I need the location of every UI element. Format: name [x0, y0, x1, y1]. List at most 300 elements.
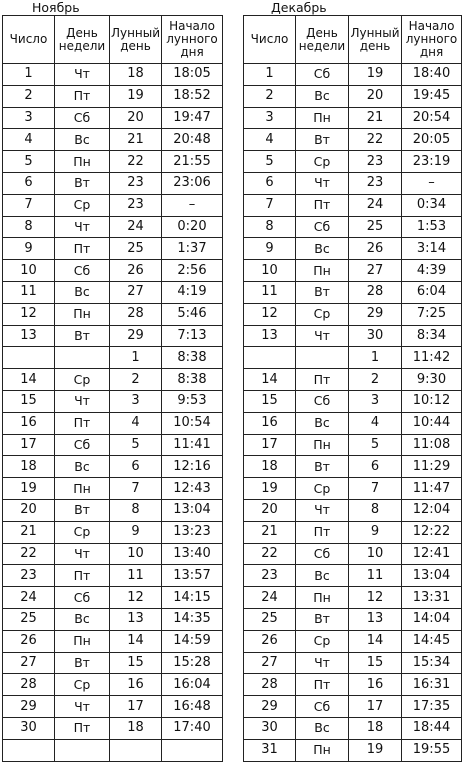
date-cell: 14	[3, 369, 55, 391]
date-cell: 8	[3, 216, 55, 238]
lunar-day-start-cell: 8:38	[162, 347, 223, 369]
weekday-cell: Ср	[55, 521, 110, 543]
date-cell: 5	[3, 151, 55, 173]
table-row	[3, 434, 223, 456]
weekday-cell: Пн	[55, 303, 110, 325]
lunar-day-start-cell: 19:45	[402, 85, 462, 107]
lunar-day-start-cell: 19:47	[162, 107, 223, 129]
lunar-day-start-cell: 13:57	[162, 565, 223, 587]
weekday-cell: Ср	[55, 674, 110, 696]
date-cell: 28	[3, 674, 55, 696]
table-row	[244, 587, 462, 609]
lunar-day-cell: 19	[349, 64, 402, 86]
date-cell: 10	[3, 260, 55, 282]
lunar-day-start-cell: 16:48	[162, 696, 223, 718]
weekday-cell: Вт	[55, 325, 110, 347]
date-cell: 4	[3, 129, 55, 151]
lunar-day-start-cell: 10:12	[402, 390, 462, 412]
weekday-cell: Ср	[296, 303, 349, 325]
date-cell	[3, 739, 55, 761]
table-row	[244, 499, 462, 521]
table-row	[244, 390, 462, 412]
lunar-day-start-cell: 15:28	[162, 652, 223, 674]
table-row	[244, 369, 462, 391]
weekday-cell: Вс	[55, 608, 110, 630]
date-cell: 12	[244, 303, 296, 325]
lunar-day-cell: 1	[349, 347, 402, 369]
weekday-cell: Ср	[55, 369, 110, 391]
lunar-day-cell: 29	[349, 303, 402, 325]
lunar-day-cell: 22	[110, 151, 162, 173]
table-row	[244, 434, 462, 456]
weekday-cell: Сб	[296, 216, 349, 238]
date-cell	[244, 347, 296, 369]
table-row	[244, 543, 462, 565]
lunar-day-cell: 17	[110, 696, 162, 718]
table-row	[3, 652, 223, 674]
lunar-day-cell: 14	[349, 630, 402, 652]
date-cell: 16	[3, 412, 55, 434]
date-cell: 29	[3, 696, 55, 718]
date-cell: 28	[244, 674, 296, 696]
table-row	[244, 216, 462, 238]
date-cell: 1	[3, 64, 55, 86]
weekday-cell: Вс	[55, 281, 110, 303]
weekday-cell: Пн	[55, 478, 110, 500]
lunar-day-start-cell: 9:30	[402, 369, 462, 391]
lunar-day-start-cell: 7:13	[162, 325, 223, 347]
weekday-cell: Вс	[55, 456, 110, 478]
table-row	[244, 456, 462, 478]
table-row	[244, 739, 462, 761]
lunar-day-start-cell: 8:34	[402, 325, 462, 347]
weekday-cell: Пт	[55, 85, 110, 107]
date-cell: 16	[244, 412, 296, 434]
lunar-day-cell: 8	[349, 499, 402, 521]
table-row	[3, 521, 223, 543]
header-lunar-day-start: Начало лунного дня	[162, 16, 223, 64]
lunar-day-cell: 9	[110, 521, 162, 543]
lunar-day-cell: 18	[349, 717, 402, 739]
lunar-day-cell: 24	[349, 194, 402, 216]
lunar-day-cell: 10	[110, 543, 162, 565]
table-row	[3, 281, 223, 303]
table-row	[3, 325, 223, 347]
lunar-day-start-cell: 23:19	[402, 151, 462, 173]
table-row	[244, 129, 462, 151]
weekday-cell: Чт	[55, 216, 110, 238]
lunar-day-start-cell: 18:52	[162, 85, 223, 107]
lunar-day-start-cell: 13:04	[402, 565, 462, 587]
table-row	[244, 347, 462, 369]
date-cell: 29	[244, 696, 296, 718]
table-row	[3, 565, 223, 587]
date-cell: 15	[244, 390, 296, 412]
table-row	[244, 717, 462, 739]
lunar-day-cell: 12	[349, 587, 402, 609]
weekday-cell: Сб	[296, 64, 349, 86]
lunar-day-cell: 23	[110, 172, 162, 194]
weekday-cell: Вт	[296, 281, 349, 303]
lunar-day-start-cell: 14:45	[402, 630, 462, 652]
table-row	[244, 194, 462, 216]
date-cell: 18	[3, 456, 55, 478]
header-date: Число	[3, 16, 55, 64]
lunar-day-cell: 8	[110, 499, 162, 521]
weekday-cell: Чт	[296, 325, 349, 347]
lunar-day-cell: 23	[349, 151, 402, 173]
lunar-day-start-cell: 16:04	[162, 674, 223, 696]
weekday-cell: Пн	[296, 434, 349, 456]
lunar-day-start-cell: 12:04	[402, 499, 462, 521]
table-row	[3, 739, 223, 761]
weekday-cell	[55, 347, 110, 369]
lunar-day-start-cell: 20:48	[162, 129, 223, 151]
lunar-day-start-cell: 6:04	[402, 281, 462, 303]
table-row	[3, 172, 223, 194]
lunar-day-cell: 6	[349, 456, 402, 478]
month-title-december: Декабрь	[271, 0, 327, 15]
lunar-day-cell: 18	[110, 717, 162, 739]
weekday-cell: Ср	[296, 478, 349, 500]
table-row	[3, 107, 223, 129]
date-cell: 11	[244, 281, 296, 303]
lunar-day-start-cell: 16:31	[402, 674, 462, 696]
date-cell: 23	[3, 565, 55, 587]
date-cell: 24	[244, 587, 296, 609]
date-cell: 30	[3, 717, 55, 739]
date-cell: 27	[244, 652, 296, 674]
table-row	[244, 696, 462, 718]
lunar-day-cell: 2	[110, 369, 162, 391]
lunar-day-cell: 25	[349, 216, 402, 238]
weekday-cell: Чт	[55, 543, 110, 565]
date-cell: 19	[3, 478, 55, 500]
lunar-day-cell: 5	[349, 434, 402, 456]
table-row	[244, 325, 462, 347]
lunar-day-cell: 7	[349, 478, 402, 500]
lunar-day-cell: 21	[110, 129, 162, 151]
weekday-cell: Сб	[296, 390, 349, 412]
table-row	[244, 521, 462, 543]
weekday-cell: Вс	[296, 412, 349, 434]
date-cell: 25	[244, 608, 296, 630]
lunar-day-start-cell: 20:54	[402, 107, 462, 129]
date-cell: 23	[244, 565, 296, 587]
lunar-day-start-cell: 14:59	[162, 630, 223, 652]
table-row	[3, 194, 223, 216]
lunar-day-start-cell: 0:20	[162, 216, 223, 238]
table-row	[3, 587, 223, 609]
lunar-day-cell: 15	[110, 652, 162, 674]
table-row	[244, 238, 462, 260]
table-row	[3, 456, 223, 478]
lunar-day-start-cell: 11:47	[402, 478, 462, 500]
lunar-day-start-cell	[162, 739, 223, 761]
lunar-day-cell: 20	[110, 107, 162, 129]
table-row	[3, 412, 223, 434]
lunar-day-cell: 28	[349, 281, 402, 303]
lunar-day-cell: 7	[110, 478, 162, 500]
table-row	[3, 129, 223, 151]
lunar-day-cell: 4	[349, 412, 402, 434]
weekday-cell: Пт	[296, 194, 349, 216]
table-row	[3, 151, 223, 173]
lunar-day-start-cell: 23:06	[162, 172, 223, 194]
table-row	[3, 543, 223, 565]
date-cell: 6	[3, 172, 55, 194]
table-row	[3, 696, 223, 718]
lunar-day-start-cell: 19:55	[402, 739, 462, 761]
header-date: Число	[244, 16, 296, 64]
header-lunar-day: Лунный день	[110, 16, 162, 64]
weekday-cell: Пн	[55, 151, 110, 173]
table-row	[244, 608, 462, 630]
lunar-day-cell: 13	[110, 608, 162, 630]
weekday-cell	[296, 347, 349, 369]
lunar-day-cell	[110, 739, 162, 761]
lunar-day-cell: 19	[110, 85, 162, 107]
date-cell: 5	[244, 151, 296, 173]
weekday-cell: Пн	[55, 630, 110, 652]
lunar-day-start-cell: –	[162, 194, 223, 216]
weekday-cell: Сб	[55, 587, 110, 609]
weekday-cell: Вт	[55, 652, 110, 674]
table-row	[244, 260, 462, 282]
date-cell: 7	[244, 194, 296, 216]
date-cell: 20	[244, 499, 296, 521]
lunar-day-start-cell: 1:37	[162, 238, 223, 260]
header-lunar-day-start: Начало лунного дня	[402, 16, 462, 64]
table-row	[244, 107, 462, 129]
lunar-day-cell: 23	[110, 194, 162, 216]
date-cell: 3	[3, 107, 55, 129]
table-row	[244, 172, 462, 194]
weekday-cell: Вс	[296, 565, 349, 587]
lunar-day-cell: 20	[349, 85, 402, 107]
date-cell: 17	[3, 434, 55, 456]
date-cell: 14	[244, 369, 296, 391]
lunar-day-start-cell: 5:46	[162, 303, 223, 325]
december-table	[243, 15, 462, 762]
lunar-day-start-cell: 12:43	[162, 478, 223, 500]
lunar-day-start-cell: 15:34	[402, 652, 462, 674]
weekday-cell: Чт	[296, 652, 349, 674]
date-cell: 9	[3, 238, 55, 260]
table-row	[3, 478, 223, 500]
weekday-cell: Чт	[55, 390, 110, 412]
november-table-body	[3, 64, 223, 762]
lunar-day-cell: 12	[110, 587, 162, 609]
weekday-cell: Вс	[296, 238, 349, 260]
lunar-day-start-cell: 14:15	[162, 587, 223, 609]
lunar-day-cell: 22	[349, 129, 402, 151]
lunar-day-start-cell: 10:54	[162, 412, 223, 434]
header-weekday: День недели	[296, 16, 349, 64]
month-title-november: Ноябрь	[32, 0, 80, 15]
lunar-day-cell: 28	[110, 303, 162, 325]
table-row	[3, 608, 223, 630]
weekday-cell: Вт	[55, 172, 110, 194]
lunar-day-cell: 11	[110, 565, 162, 587]
lunar-day-cell: 6	[110, 456, 162, 478]
lunar-day-start-cell: 12:16	[162, 456, 223, 478]
date-cell	[3, 347, 55, 369]
lunar-day-start-cell: 12:22	[402, 521, 462, 543]
table-row	[3, 347, 223, 369]
date-cell: 19	[244, 478, 296, 500]
lunar-day-start-cell: 11:08	[402, 434, 462, 456]
lunar-day-start-cell: 10:44	[402, 412, 462, 434]
weekday-cell: Пт	[55, 238, 110, 260]
lunar-day-cell: 14	[110, 630, 162, 652]
table-row	[244, 674, 462, 696]
date-cell: 25	[3, 608, 55, 630]
weekday-cell: Ср	[296, 151, 349, 173]
table-row	[3, 260, 223, 282]
table-row	[3, 499, 223, 521]
weekday-cell: Пт	[296, 521, 349, 543]
weekday-cell: Пн	[296, 587, 349, 609]
lunar-day-start-cell: 13:40	[162, 543, 223, 565]
lunar-day-cell: 3	[110, 390, 162, 412]
december-table-body	[244, 64, 462, 762]
date-cell: 22	[244, 543, 296, 565]
weekday-cell: Чт	[55, 64, 110, 86]
weekday-cell: Вт	[296, 129, 349, 151]
weekday-cell: Вс	[55, 129, 110, 151]
lunar-day-start-cell: 18:40	[402, 64, 462, 86]
lunar-day-cell: 16	[110, 674, 162, 696]
table-row	[3, 674, 223, 696]
lunar-day-cell: 27	[349, 260, 402, 282]
header-row	[3, 16, 223, 64]
date-cell: 31	[244, 739, 296, 761]
lunar-day-start-cell: 18:44	[402, 717, 462, 739]
lunar-day-start-cell: 4:19	[162, 281, 223, 303]
date-cell: 11	[3, 281, 55, 303]
weekday-cell: Сб	[296, 696, 349, 718]
table-row	[244, 478, 462, 500]
lunar-day-start-cell: 4:39	[402, 260, 462, 282]
lunar-day-cell: 26	[349, 238, 402, 260]
table-row	[244, 630, 462, 652]
lunar-day-start-cell: 0:34	[402, 194, 462, 216]
lunar-day-start-cell: 3:14	[402, 238, 462, 260]
lunar-day-start-cell: 21:55	[162, 151, 223, 173]
lunar-day-cell: 4	[110, 412, 162, 434]
lunar-day-cell: 9	[349, 521, 402, 543]
lunar-day-start-cell: 2:56	[162, 260, 223, 282]
lunar-day-cell: 23	[349, 172, 402, 194]
lunar-day-cell: 26	[110, 260, 162, 282]
lunar-day-start-cell: 1:53	[402, 216, 462, 238]
lunar-day-start-cell: 9:53	[162, 390, 223, 412]
date-cell: 13	[3, 325, 55, 347]
lunar-day-cell: 3	[349, 390, 402, 412]
lunar-day-start-cell: 13:31	[402, 587, 462, 609]
weekday-cell: Пт	[55, 565, 110, 587]
lunar-day-cell: 19	[349, 739, 402, 761]
lunar-day-cell: 10	[349, 543, 402, 565]
weekday-cell: Пт	[55, 412, 110, 434]
date-cell: 9	[244, 238, 296, 260]
table-row	[3, 85, 223, 107]
lunar-day-start-cell: 13:23	[162, 521, 223, 543]
weekday-cell: Пт	[296, 369, 349, 391]
lunar-day-start-cell: 12:41	[402, 543, 462, 565]
table-row	[244, 412, 462, 434]
lunar-day-cell: 13	[349, 608, 402, 630]
lunar-day-cell: 1	[110, 347, 162, 369]
lunar-day-cell: 24	[110, 216, 162, 238]
date-cell: 3	[244, 107, 296, 129]
table-row	[244, 565, 462, 587]
date-cell: 27	[3, 652, 55, 674]
lunar-day-cell: 5	[110, 434, 162, 456]
lunar-day-cell: 27	[110, 281, 162, 303]
lunar-day-start-cell: 11:29	[402, 456, 462, 478]
date-cell: 2	[244, 85, 296, 107]
header-lunar-day: Лунный день	[349, 16, 402, 64]
header-row	[244, 16, 462, 64]
weekday-cell: Ср	[296, 630, 349, 652]
date-cell: 21	[3, 521, 55, 543]
date-cell: 2	[3, 85, 55, 107]
date-cell: 17	[244, 434, 296, 456]
lunar-day-start-cell: 14:04	[402, 608, 462, 630]
table-row	[244, 151, 462, 173]
table-row	[244, 652, 462, 674]
date-cell: 15	[3, 390, 55, 412]
weekday-cell	[55, 739, 110, 761]
lunar-day-cell: 2	[349, 369, 402, 391]
lunar-day-start-cell: 8:38	[162, 369, 223, 391]
date-cell: 21	[244, 521, 296, 543]
lunar-day-cell: 17	[349, 696, 402, 718]
weekday-cell: Чт	[296, 499, 349, 521]
table-row	[244, 85, 462, 107]
table-row	[3, 216, 223, 238]
weekday-cell: Сб	[55, 260, 110, 282]
lunar-day-start-cell: 18:05	[162, 64, 223, 86]
weekday-cell: Вт	[296, 608, 349, 630]
table-row	[244, 281, 462, 303]
lunar-day-start-cell: 17:35	[402, 696, 462, 718]
lunar-day-cell: 18	[110, 64, 162, 86]
weekday-cell: Пт	[55, 717, 110, 739]
date-cell: 22	[3, 543, 55, 565]
date-cell: 24	[3, 587, 55, 609]
table-row	[3, 630, 223, 652]
header-weekday: День недели	[55, 16, 110, 64]
weekday-cell: Сб	[55, 434, 110, 456]
lunar-day-cell: 25	[110, 238, 162, 260]
table-row	[3, 369, 223, 391]
lunar-day-start-cell: 11:41	[162, 434, 223, 456]
lunar-day-cell: 30	[349, 325, 402, 347]
date-cell: 10	[244, 260, 296, 282]
weekday-cell: Чт	[296, 172, 349, 194]
date-cell: 26	[3, 630, 55, 652]
weekday-cell: Пн	[296, 260, 349, 282]
lunar-day-cell: 29	[110, 325, 162, 347]
lunar-day-start-cell: 13:04	[162, 499, 223, 521]
table-row	[3, 303, 223, 325]
lunar-day-cell: 15	[349, 652, 402, 674]
weekday-cell: Сб	[55, 107, 110, 129]
date-cell: 6	[244, 172, 296, 194]
